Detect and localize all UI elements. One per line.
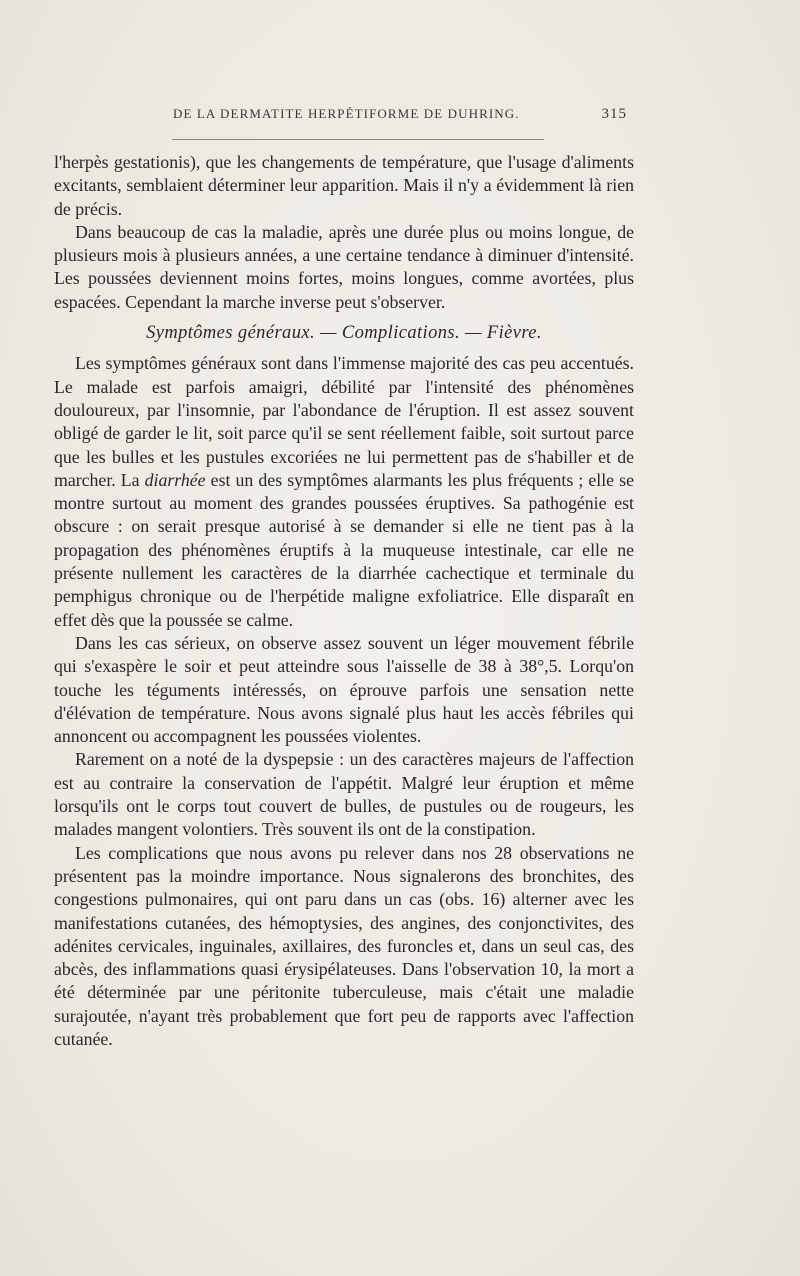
- section-heading: Symptômes généraux. — Complications. — Fièvre.: [146, 323, 542, 344]
- page-number: 315: [601, 106, 627, 122]
- paragraph-complications: Les complications que nous avons pu relever dans nos 28 observations ne présentent pas la moindre importance. Nous signalerons des bronchites, des congestions pulmonaires, qui ont paru dans un cas (obs. 16) alterner avec les manifestations cutanées, des hémoptysies, des angines, des conjonctivites, des adénites cervicales, inguinales, axillaires, des furoncles et, dans un seul cas, des abcès, des inflammations quasi érysipélateuses. Dans l'observation 10, la mort a été déterminée par une péritonite tuberculeuse, mais c'était une maladie surajoutée, n'ayant très probablement que fort peu de rapports avec l'affection cutanée.: [54, 842, 634, 1049]
- emphasized-term: diarrhée: [144, 469, 206, 490]
- paragraph-text: est un des symptômes alarmants les plus fréquents ; elle se montre surtout au moment des grandes poussées éruptives. Sa pathogénie est obscure : on serait presque autorisé à se demander si elle ne tient pas à la propagation des phénomènes éruptifs à la muqueuse intestinale, car elle ne présente nullement les caractères de la diarrhée cachectique et terminale du pemphigus chronique ou de l'herpétide maligne exfoliatrice. Elle disparaît en effet dès que la poussée se calme.: [54, 469, 634, 630]
- paragraph-dyspepsia: Rarement on a noté de la dyspepsie : un des caractères majeurs de l'affection est au contraire la conservation de l'appétit. Malgré leur éruption et même lorsqu'ils ont le corps tout couvert de bulles, de pustules ou de rougeurs, les malades mangent volontiers. Très souvent ils ont de la constipation.: [54, 749, 634, 840]
- paragraph-continuation: l'herpès gestationis), que les changements de température, que l'usage d'aliments excitants, semblaient déterminer leur apparition. Mais il n'y a évidemment là rien de précis.: [54, 152, 634, 219]
- running-title: DE LA DERMATITE HERPÉTIFORME DE DUHRING.: [173, 106, 520, 121]
- page-header: [171, 106, 627, 130]
- paragraph-general-symptoms: [54, 352, 634, 632]
- paragraph-text: Les symptômes généraux sont dans l'immense majorité des cas peu accentués. Le malade est parfois amaigri, débilité par l'intensité des phénomènes douloureux, par l'insomnie, par l'abondance de l'éruption. Il est assez souvent obligé de garder le lit, soit parce qu'il se sent réellement faible, soit surtout parce que les bulles et les pustules excoriées ne lui permettent pas de s'habiller et de marcher. La: [54, 353, 634, 490]
- body-text: [54, 151, 634, 1051]
- header-rule: [172, 139, 544, 140]
- paragraph-course: Dans beaucoup de cas la maladie, après une durée plus ou moins longue, de plusieurs mois à plusieurs années, a une certaine tendance à diminuer d'intensité. Les poussées deviennent moins fortes, moins longues, comme avortées, plus espacées. Cependant la marche inverse peut s'observer.: [54, 221, 634, 312]
- paragraph-fever: Dans les cas sérieux, on observe assez souvent un léger mouvement fébrile qui s'exaspère le soir et peut atteindre sous l'aisselle de 38 à 38°,5. Lorqu'on touche les téguments intéressés, on éprouve parfois une sensation nette d'élévation de température. Nous avons signalé plus haut les accès fébriles qui annoncent ou accompagnent les poussées violentes.: [54, 632, 634, 747]
